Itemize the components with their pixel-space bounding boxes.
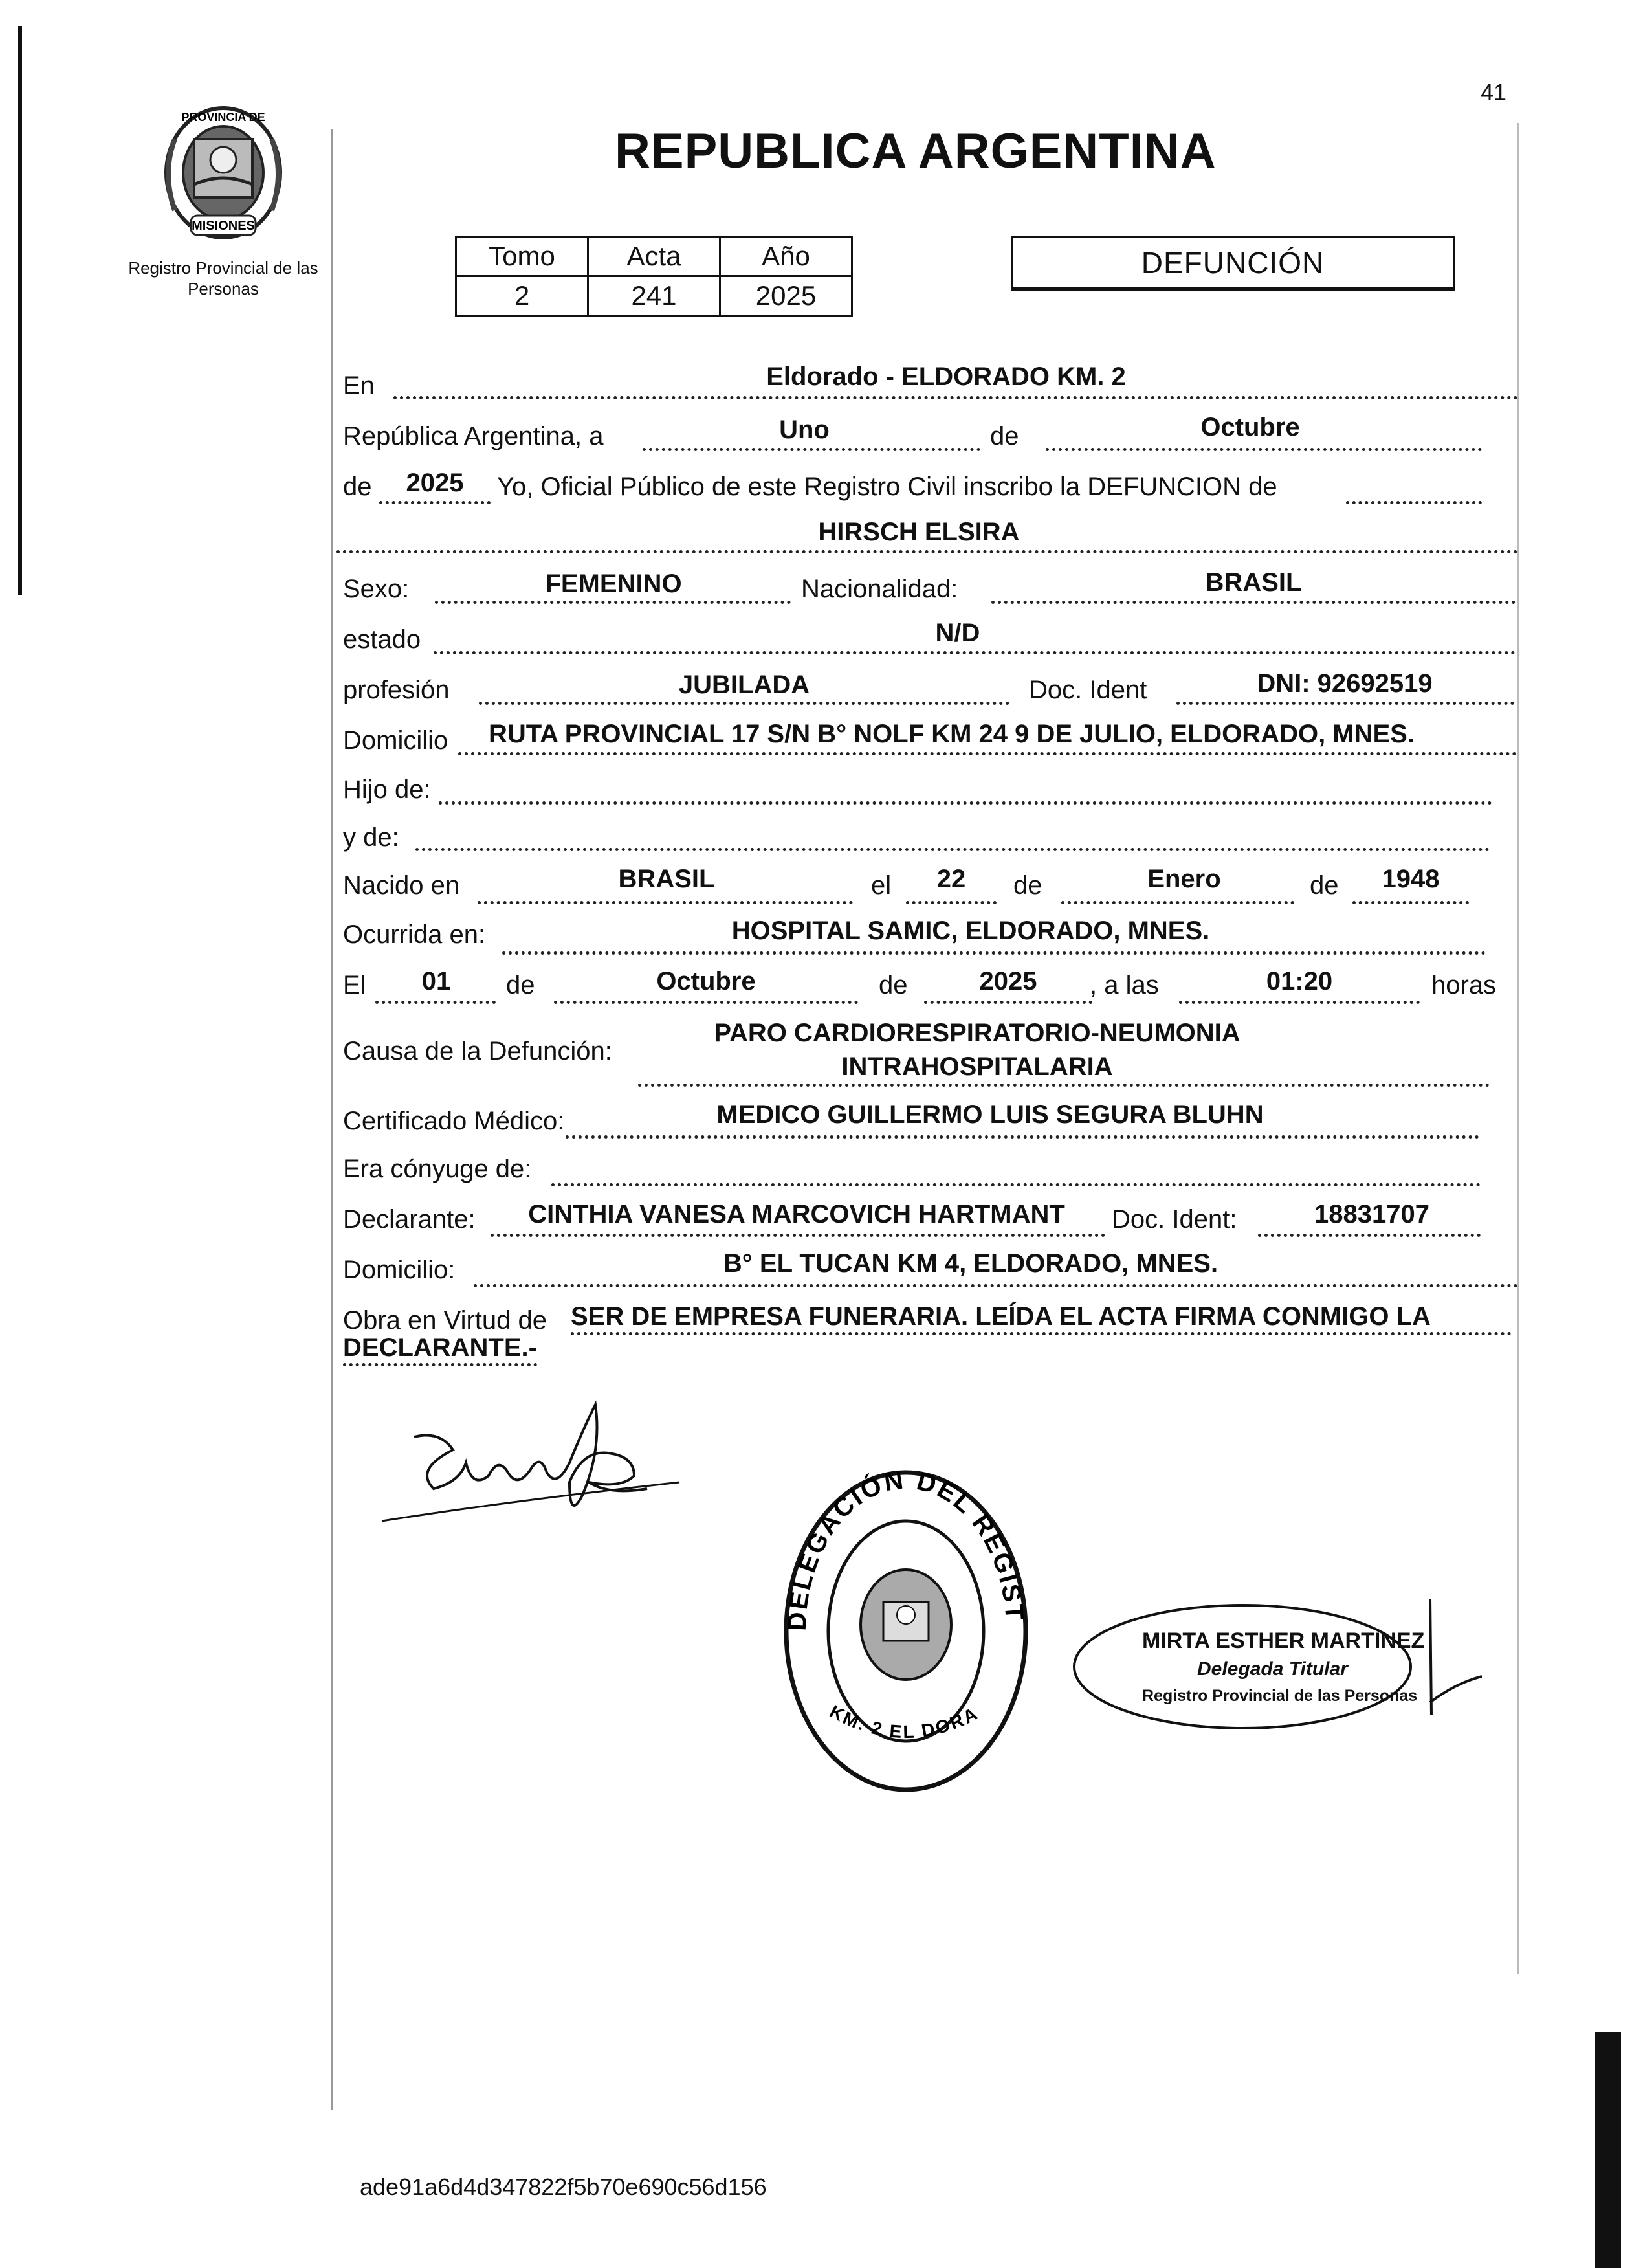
death-time-value: 01:20: [1266, 967, 1333, 995]
label-profesion: profesión: [343, 676, 450, 704]
dots-profession: [479, 702, 1009, 705]
label-en: En: [343, 372, 375, 400]
label-nacido-en: Nacido en: [343, 871, 460, 900]
logo-text-bottom: MISIONES: [192, 219, 255, 233]
declarant-value: CINTHIA VANESA MARCOVICH HARTMANT: [528, 1200, 1065, 1228]
label-a-las: , a las: [1090, 971, 1159, 999]
label-estado: estado: [343, 625, 421, 654]
label-de-1: de: [990, 422, 1019, 450]
page-title: REPUBLICA ARGENTINA: [615, 124, 1217, 179]
dots-month: [1046, 448, 1482, 451]
label-declarante: Declarante:: [343, 1205, 476, 1234]
dots-spouse: [551, 1183, 1481, 1186]
dots-address: [458, 752, 1517, 755]
seal-bottom-text: KM. 2 EL DORA: [826, 1701, 982, 1742]
label-domicilio: Domicilio: [343, 726, 448, 755]
basis-line2: DECLARANTE.-: [343, 1333, 537, 1362]
medical-certificate-value: MEDICO GUILLERMO LUIS SEGURA BLUHN: [716, 1100, 1264, 1129]
death-day-value: 01: [421, 967, 451, 995]
dots-death-place: [502, 951, 1486, 955]
label-ocurrida-en: Ocurrida en:: [343, 920, 486, 949]
registry-seal: [777, 1463, 1035, 1799]
dots-death-time: [1179, 1001, 1420, 1004]
year-value: 2025: [406, 469, 464, 497]
dots-death-year: [924, 1001, 1092, 1004]
death-place-value: HOSPITAL SAMIC, ELDORADO, MNES.: [731, 917, 1210, 945]
anio-value: 2025: [720, 276, 852, 316]
margin-line-right: [1517, 123, 1519, 1974]
label-y-de: y de:: [343, 823, 399, 852]
dots-civil-status: [434, 651, 1516, 654]
label-de-3: de: [1013, 871, 1042, 900]
month-value: Octubre: [1200, 413, 1300, 441]
label-de-2: de: [343, 472, 372, 501]
dots-year: [379, 501, 491, 504]
dots-death-day: [375, 1001, 496, 1004]
tomo-header: Tomo: [456, 237, 588, 276]
dots-deceased-name: [336, 550, 1518, 553]
death-year-value: 2025: [979, 967, 1037, 995]
nationality-value: BRASIL: [1205, 568, 1302, 597]
document-value: DNI: 92692519: [1257, 669, 1433, 698]
civil-status-value: N/D: [935, 619, 980, 647]
acta-value: 241: [588, 276, 720, 316]
page-number: 41: [1481, 79, 1507, 106]
dots-declarant: [491, 1234, 1105, 1237]
official-role: Delegada Titular: [1197, 1658, 1348, 1680]
day-words-value: Uno: [779, 416, 830, 444]
dots-basis-1: [571, 1332, 1512, 1335]
dots-birth-month: [1061, 901, 1294, 904]
label-doc-ident-2: Doc. Ident:: [1112, 1205, 1237, 1234]
footer-hash: ade91a6d4d347822f5b70e690c56d156: [360, 2174, 767, 2200]
dots-birth-place: [478, 901, 853, 904]
label-de-4: de: [1310, 871, 1339, 900]
death-month-value: Octubre: [656, 967, 756, 995]
record-type: DEFUNCIÓN: [1141, 245, 1325, 280]
label-domicilio-2: Domicilio:: [343, 1256, 456, 1284]
label-certificado: Certificado Médico:: [343, 1107, 565, 1135]
margin-line-left: [331, 129, 333, 2110]
record-reference-table: [455, 236, 853, 317]
dots-declarant-address: [474, 1284, 1518, 1287]
dots-basis-2: [343, 1363, 537, 1366]
declarant-address-value: B° EL TUCAN KM 4, ELDORADO, MNES.: [723, 1249, 1218, 1278]
dots-death-month: [554, 1001, 858, 1004]
label-hijo-de: Hijo de:: [343, 775, 431, 804]
profession-value: JUBILADA: [678, 671, 810, 699]
birth-day-value: 22: [936, 865, 966, 893]
dots-parent-2: [415, 848, 1490, 851]
label-de-5: de: [506, 971, 535, 999]
sex-value: FEMENINO: [545, 570, 682, 598]
dots-day-words: [643, 448, 980, 451]
official-name: MIRTA ESTHER MARTINEZ: [1142, 1629, 1425, 1653]
registry-label: Registro Provincial de las Personas: [128, 258, 318, 298]
label-horas: horas: [1431, 971, 1497, 999]
dots-parent-1: [439, 801, 1492, 805]
birth-year-value: 1948: [1382, 865, 1440, 893]
label-nacionalidad: Nacionalidad:: [801, 575, 958, 603]
record-type-box: [1011, 236, 1455, 291]
dots-birth-year: [1352, 901, 1469, 904]
dots-after-yo: [1346, 501, 1482, 504]
cause-line2: INTRAHOSPITALARIA: [841, 1052, 1113, 1081]
label-yo: Yo, Oficial Público de este Registro Civil inscribo la DEFUNCION de: [497, 472, 1277, 501]
acta-header: Acta: [588, 237, 720, 276]
label-de-6: de: [879, 971, 908, 999]
basis-line1: SER DE EMPRESA FUNERARIA. LEÍDA EL ACTA FIRMA CONMIGO LA: [571, 1302, 1431, 1331]
official-stamp: [1068, 1599, 1482, 1735]
declarant-doc-value: 18831707: [1314, 1200, 1429, 1228]
place-value: Eldorado - ELDORADO KM. 2: [766, 362, 1126, 391]
scan-edge-left: [18, 26, 22, 595]
dots-place: [393, 396, 1518, 399]
tomo-value: 2: [456, 276, 588, 316]
label-obra: Obra en Virtud de: [343, 1306, 547, 1335]
label-doc-ident: Doc. Ident: [1029, 676, 1147, 704]
dots-nationality: [991, 601, 1516, 604]
label-republica: República Argentina, a: [343, 422, 604, 450]
address-value: RUTA PROVINCIAL 17 S/N B° NOLF KM 24 9 DE JULIO, ELDORADO, MNES.: [489, 720, 1415, 748]
seal-ring-text: DELEGACIÓN DEL REGIST: [782, 1465, 1029, 1632]
label-causa: Causa de la Defunción:: [343, 1037, 612, 1065]
dots-declarant-doc: [1258, 1234, 1481, 1237]
provincial-logo: [155, 100, 291, 249]
scan-edge-right: [1595, 2032, 1621, 2268]
logo-text-top: PROVINCIA DE: [181, 111, 265, 124]
dots-sex: [435, 601, 791, 604]
dots-birth-day: [906, 901, 997, 904]
birth-month-value: Enero: [1147, 865, 1221, 893]
anio-header: Año: [720, 237, 852, 276]
label-el: el: [871, 871, 892, 900]
label-sexo: Sexo:: [343, 575, 410, 603]
birth-place-value: BRASIL: [618, 865, 715, 893]
dots-cause: [638, 1084, 1490, 1087]
official-office: Registro Provincial de las Personas: [1142, 1687, 1418, 1705]
dots-medical-certificate: [566, 1135, 1479, 1139]
label-conyuge: Era cónyuge de:: [343, 1155, 532, 1183]
declarant-signature: [375, 1392, 686, 1534]
deceased-name: HIRSCH ELSIRA: [818, 518, 1020, 546]
label-el-cap: El: [343, 971, 366, 999]
dots-document: [1176, 702, 1514, 705]
cause-line1: PARO CARDIORESPIRATORIO-NEUMONIA: [714, 1019, 1241, 1047]
